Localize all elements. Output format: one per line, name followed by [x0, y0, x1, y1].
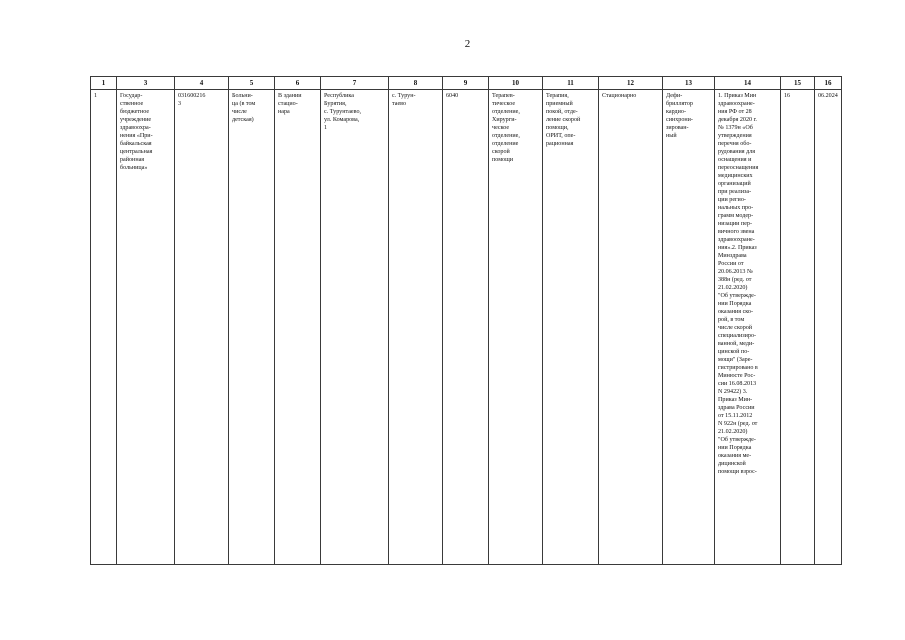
table-row — [91, 90, 842, 565]
table-cell — [715, 90, 781, 565]
cell-text: 1 — [94, 93, 98, 99]
cell-text: 16 — [784, 93, 791, 99]
cell-text: Больни- ца (в том числе детская) — [232, 93, 256, 123]
cell-text: 6040 — [446, 93, 459, 99]
table-cell — [599, 90, 663, 565]
column-header: 5 — [229, 77, 275, 90]
cell-text: 1. Приказ Мин здравоохране- ния РФ от 28 декабря 2020 г. № 1379н «Об утверждения перечня обо- рудования для оснащения и переоснащения медицинских организаций при реализа- ции регио- нальных про- грамм модер- низации пер- вичного звена здравоохране- ния».2. Приказ Минздрава России от 20.06.2013 № 388н (ред. от 21.02.2020) "Об утвержде- нии Порядка оказания ско- рой, в том числе скорой специализиро- ванной, меди- цинской по- мощи" (Заре- гистрировано в Минюсте Рос- сии 16.08.2013 N 29422) 3. Приказ Мин- здрава России от 15.11.2012 N 922н (ред. от 21.02.2020) "Об утвержде- нии Порядка оказания ме- дицинской помощи взрос- — [718, 93, 759, 475]
table-cell — [543, 90, 599, 565]
column-header: 11 — [543, 77, 599, 90]
table-cell — [489, 90, 543, 565]
table-cell — [321, 90, 389, 565]
column-header: 6 — [275, 77, 321, 90]
column-header: 9 — [443, 77, 489, 90]
table-cell — [663, 90, 715, 565]
column-header: 14 — [715, 77, 781, 90]
data-table — [90, 76, 842, 565]
column-header: 15 — [781, 77, 815, 90]
column-header: 1 — [91, 77, 117, 90]
column-header: 3 — [117, 77, 175, 90]
cell-text: Государ- ственное бюджетное учреждение здравоохра- нения «При- байкальская центральная районная больница» — [120, 93, 153, 171]
cell-text: Терапев- тическое отделение, Хирурги- ческое отделение, отделение скорой помощи — [492, 93, 520, 163]
table-cell — [781, 90, 815, 565]
cell-text: Терапия, приемный покой, отде- ление скорой помощи, ОРИТ, опе- рационная — [546, 93, 581, 147]
cell-text: 06.2024 — [818, 93, 838, 99]
column-header: 10 — [489, 77, 543, 90]
cell-text: 031600216 3 — [178, 93, 206, 107]
column-header: 7 — [321, 77, 389, 90]
cell-text: Республика Бурятия, с. Турунтаево, ул. Комарова, 1 — [324, 93, 362, 131]
table-cell — [275, 90, 321, 565]
cell-text: Дефи- бриллятор кардио- синхрони- зирован- ный — [666, 93, 693, 139]
table-cell — [91, 90, 117, 565]
table-cell — [815, 90, 842, 565]
table-cell — [443, 90, 489, 565]
column-header: 12 — [599, 77, 663, 90]
cell-text: В здании стацио- нара — [278, 93, 302, 115]
table-cell — [229, 90, 275, 565]
table-cell — [117, 90, 175, 565]
table-cell — [175, 90, 229, 565]
cell-text: Стационарно — [602, 93, 637, 99]
column-header: 8 — [389, 77, 443, 90]
table-cell — [389, 90, 443, 565]
column-header: 4 — [175, 77, 229, 90]
cell-text: с. Турун- таево — [392, 93, 416, 107]
column-header: 16 — [815, 77, 842, 90]
column-header: 13 — [663, 77, 715, 90]
page-number: 2 — [464, 38, 471, 50]
header-row — [91, 77, 842, 90]
